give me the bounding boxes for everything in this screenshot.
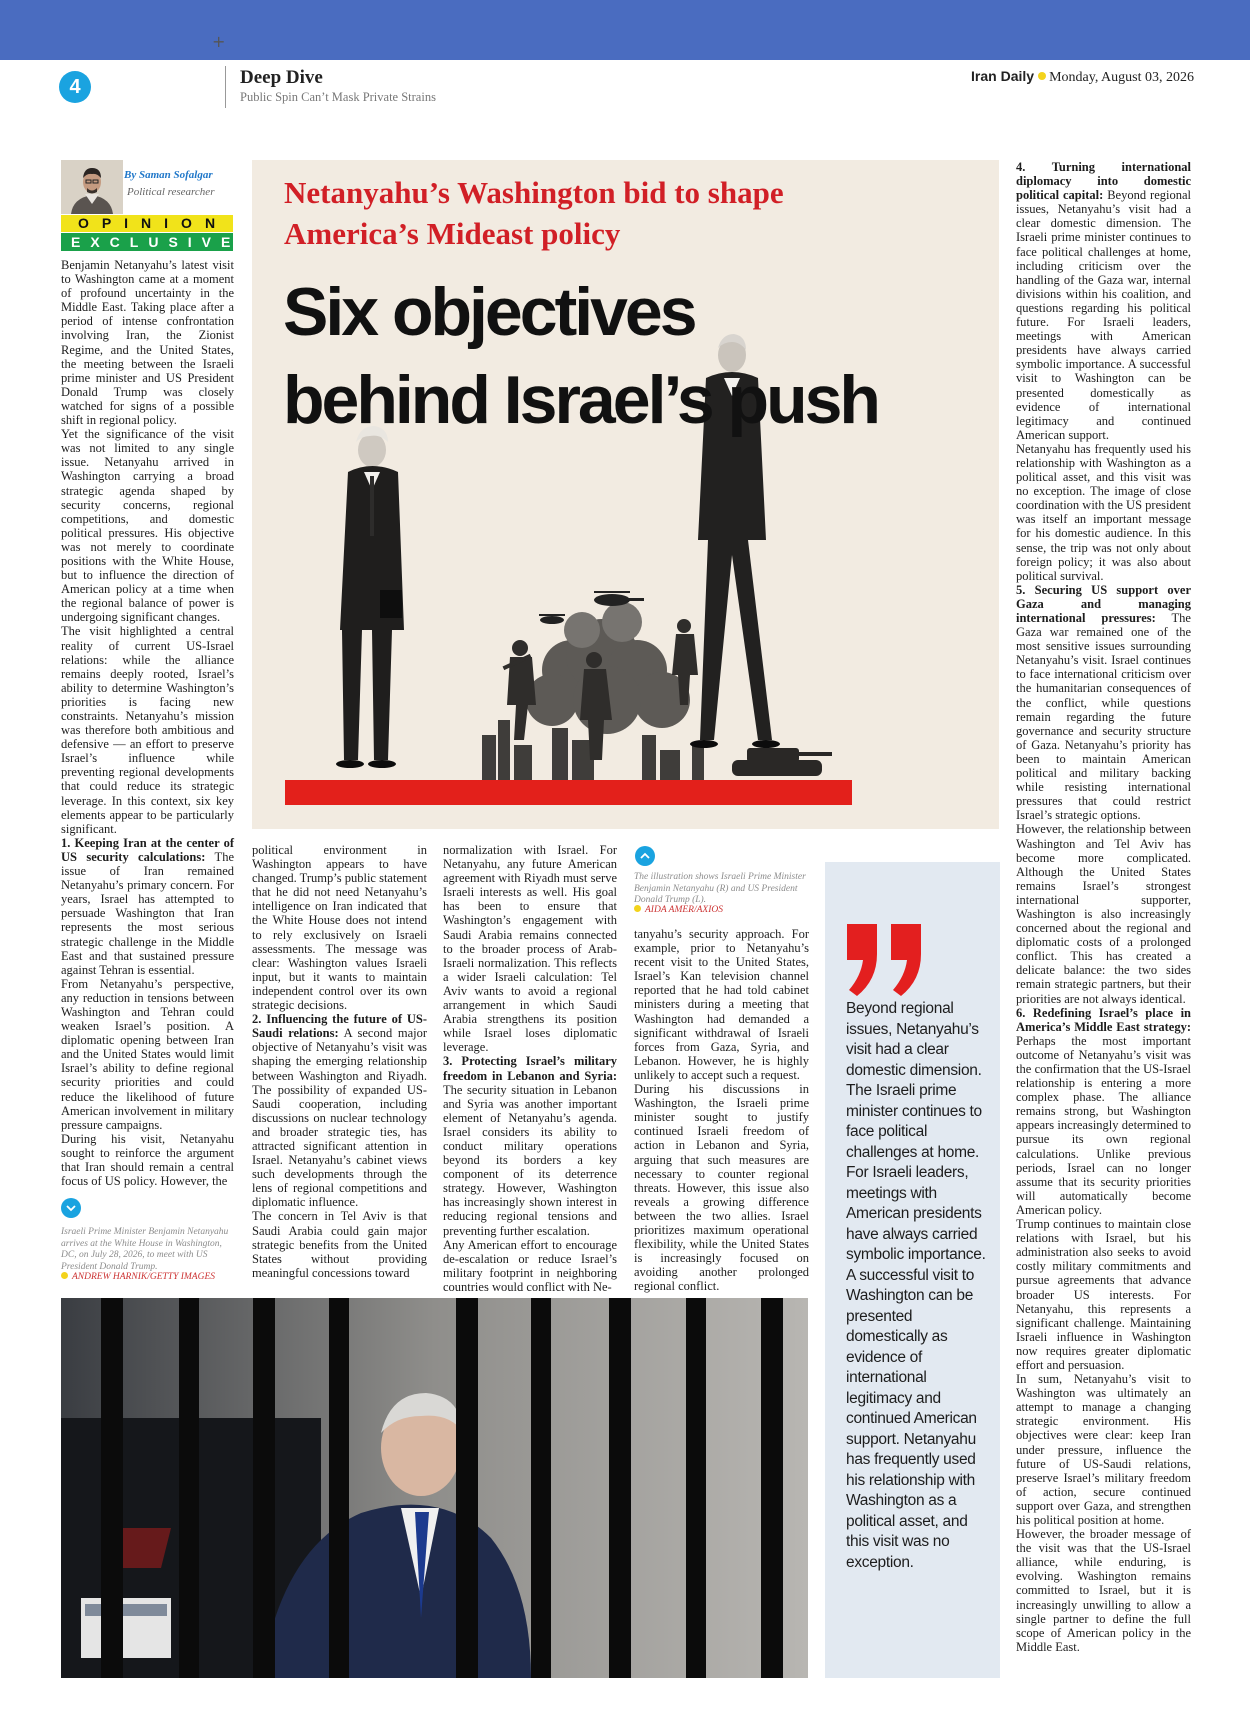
paragraph: [61, 624, 234, 835]
paragraph: [1016, 583, 1191, 823]
paragraph: [61, 427, 234, 624]
paragraph: [252, 843, 427, 1012]
headline-line-1: Six objectives: [283, 274, 695, 350]
paragraph-text: The concern in Tel Aviv is that Saudi Arabia could gain major strategic benefits from the United States without providing meaningful concessions toward: [252, 1209, 427, 1280]
credit-dot-icon: [634, 905, 641, 912]
paragraph: [1016, 442, 1191, 583]
caption-down-arrow-icon: [61, 1198, 81, 1218]
paragraph-text: The Gaza war remained one of the most sensitive issues surrounding Netanyahu’s visit. Israel continues to face international criticism over the humanitarian consequences of the conflict, while questions remain regarding the future governance and security structure of Gaza. Netanyahu’s priority has been to maintain American political and military backing while resisting international pressures that could restrict Israel’s strategic options.: [1016, 611, 1191, 823]
paragraph-text: The visit highlighted a central reality of current US-Israel relations: while the alliance remains deeply rooted, Israel’s ability to determine Washington’s priorities is facing new constraints. Netanyahu’s mission was therefore both ambitious and defensive — an effort to preserve Israel’s influence while preventing regional developments that could reduce its strategic leverage. In this context, six key elements appear to be particularly significant.: [61, 624, 234, 836]
paragraph-text: From Netanyahu’s perspective, any reduction in tensions between Washington and Tehran could weaken Israel’s position. A diplomatic opening between Iran and the United States would limit Israel’s ability to define regional security priorities and could reduce the likelihood of future American involvement in military pressure campaigns.: [61, 976, 234, 1132]
section-subtitle: Public Spin Can’t Mask Private Strains: [240, 90, 436, 104]
paragraph: [1016, 160, 1191, 442]
paragraph: [1016, 1006, 1191, 1217]
author-photo: [61, 160, 123, 214]
illustration-credit: [634, 905, 810, 916]
section-title: Deep Dive: [240, 67, 323, 88]
paragraph-text: However, the broader message of the visit was that the US-Israel alliance, while enduring, is evolving. Washington remains committed to Israel, but it is increasingly unwilling to allow a single partner to define the full scope of American policy in the Middle East.: [1016, 1527, 1191, 1654]
hero-illustration: [252, 160, 999, 829]
section-heading: 1. Keeping Iran at the center of US security calculations:: [61, 835, 234, 864]
quote-mark-icon: [841, 920, 931, 1000]
paragraph-text: tanyahu’s security approach. For example, prior to Netanyahu’s recent visit to the United States, Israel’s Kan television channel reported that he had told cabinet ministers during a meeting that Washington had demanded a significant withdrawal of Israeli forces from Gaza, Syria, and Lebanon. However, he is highly unlikely to accept such a request.: [634, 927, 809, 1082]
illustration-caption: The illustration shows Israeli Prime Minister Benjamin Netanyahu (R) and US President Donald Trump (L).: [634, 872, 806, 905]
section-heading: 3. Protecting Israel’s military freedom in Lebanon and Syria:: [443, 1054, 617, 1083]
paragraph: [252, 1209, 427, 1279]
paragraph-text: Netanyahu has frequently used his relationship with Washington as a political asset, and this visit was no exception. The image of close coordination with the US president was itself an important message for his domestic audience. In this sense, the trip was not only about foreign policy; it was also about political survival.: [1016, 441, 1191, 583]
section-heading: 4. Turning international diplomacy into domestic political capital:: [1016, 160, 1191, 203]
paragraph: [1016, 1527, 1191, 1654]
article-column-1: [61, 258, 234, 1188]
paragraph-text: In sum, Netanyahu’s visit to Washington was ultimately an attempt to manage a changing strategic environment. His objectives were clear: keep Iran under pressure, influence the future of US-Saudi relations, preserve Israel’s military freedom of action, secure continued support over Gaza, and strengthen his political position at home.: [1016, 1372, 1191, 1527]
masthead-info: [971, 68, 1194, 86]
photo-credit: [61, 1272, 236, 1283]
header-divider: [225, 66, 226, 108]
paragraph: [1016, 822, 1191, 1005]
paragraph: [1016, 1217, 1191, 1372]
paragraph: [634, 927, 809, 1082]
paragraph: [1016, 1372, 1191, 1527]
paragraph-text: Trump continues to maintain close relations with Israel, but his administration also seeks to avoid costly military commitments and pursue agreements that advance broader US interests. For Netanyahu, this represents a significant challenge. Maintaining Israeli influence in Washington now requires greater diplomatic effort and persuasion.: [1016, 1217, 1191, 1372]
paragraph-text: Yet the significance of the visit was not limited to any single issue. Netanyahu arrived in Washington carrying a broad strategic agenda shaped by security concerns, regional competitions, and domestic political pressures. His objective was not merely to coordinate positions with the White House, but to influence the direction of American policy at a time when the regional balance of power is undergoing significant changes.: [61, 427, 234, 625]
credit-dot-icon: [61, 1272, 68, 1279]
paragraph: [252, 1012, 427, 1209]
article-headline: [283, 268, 983, 444]
registration-mark: +: [212, 32, 226, 51]
paragraph-text: The issue of Iran remained Netanyahu’s primary concern. For years, Israel has attempted to persuade Washington that Iran represents the most serious strategic challenge in the Middle East and that sustained pressure against Tehran is essential.: [61, 849, 234, 977]
paragraph-text: Beyond regional issues, Netanyahu’s visit had a clear domestic dimension. The Israeli prime minister continues to face political challenges at home, including criticism over the handling of the Gaza war, internal divisions within his coalition, and questions regarding his political future. For Israeli leaders, meetings with American presidents have always carried symbolic importance. A successful visit to Washington can be presented domestically as evidence of international legitimacy and continued American support.: [1016, 188, 1192, 442]
exclusive-label: EXCLUSIVE: [61, 233, 233, 251]
paragraph: [61, 258, 234, 427]
paper-name: Iran Daily: [971, 68, 1035, 84]
section-heading: 5. Securing US support over Gaza and managing international pressures:: [1016, 582, 1191, 625]
paragraph-text: normalization with Israel. For Netanyahu, any future American agreement with Riyadh must serve Israeli interests as well. His goal has been to ensure that Washington’s engagement with Saudi Arabia remains connected to the broader process of Arab-Israeli normalization. This reflects a wider Israeli calculation: Tel Aviv wants to avoid a regional arrangement in which Saudi Arabia strengthens its position while Israel loses diplomatic leverage.: [443, 843, 617, 1055]
paragraph: [443, 1054, 617, 1237]
article-column-3: [443, 843, 617, 1294]
white-house-arrival-photo: [61, 1298, 808, 1678]
paragraph-text: During his discussions in Washington, the Israeli prime minister sought to justify continued Israeli freedom of action in Lebanon and Syria, arguing that such measures are necessary to counter regional threats. However, this issue also reveals a growing difference between the two allies. Israel prioritizes maximum operational flexibility, while the United States is increasingly focused on avoiding another prolonged regional conflict.: [634, 1082, 809, 1294]
paragraph: [61, 977, 234, 1132]
opinion-label: OPINION: [61, 215, 233, 232]
page-number-badge: 4: [59, 71, 91, 103]
article-kicker: [284, 172, 884, 254]
pull-quote-text: Beyond regional issues, Netanyahu’s visit had a clear domestic dimension. The Israeli prime minister continues to face political challenges at home. For Israeli leaders, meetings with American presidents have always carried symbolic importance. A successful visit to Washington can be presented domestically as evidence of international legitimacy and continued American support. Netanyahu has frequently used his relationship with Washington as a political asset, and this visit was no exception.: [846, 1000, 986, 1571]
illustration-credit-text: AIDA AMER/AXIOS: [645, 905, 724, 915]
paragraph: [61, 1132, 234, 1188]
article-column-2: [252, 843, 427, 1280]
paragraph-text: political environment in Washington appears to have changed. Trump’s public statement that he did not need Netanyahu’s intelligence on Iran indicated that the White House does not intend to rely exclusively on Israeli assessments. The message was clear: Washington values Israeli input, but it wants to maintain independent control over its own strategic decisions.: [252, 843, 427, 1013]
article-column-5: [1016, 160, 1191, 1654]
photo-credit-text: ANDREW HARNIK/GETTY IMAGES: [72, 1272, 216, 1282]
section-heading: 6. Redefining Israel’s place in America’s Middle East strategy:: [1016, 1005, 1191, 1034]
paragraph-text: However, the relationship between Washington and Tel Aviv has become more complicated. Although the United States remains Israel’s strongest international supporter, Washington is also increasingly concerned about the regional and diplomatic costs of a prolonged conflict. This has created a delicate balance: the two sides remain strategic partners, but their priorities are not always identical.: [1016, 822, 1191, 1006]
paragraph-text: A second major objective of Netanyahu’s visit was shaping the emerging relationship between Washington and Riyadh. The possibility of expanded US-Saudi cooperation, including discussions on nuclear technology and broader strategic ties, has attracted significant attention in Israel. Netanyahu’s cabinet views such developments through the lens of regional competitions and diplomatic influence.: [252, 1026, 427, 1210]
kicker-line-2: America’s Mideast policy: [284, 216, 621, 251]
paragraph: [634, 1082, 809, 1293]
paragraph-text: Any American effort to encourage de-escalation or reduce Israel’s military footprint in neighboring countries would conflict with Ne-: [443, 1237, 617, 1294]
author-byline: By Saman Sofalgar: [124, 169, 213, 181]
paragraph-text: Perhaps the most important outcome of Netanyahu’s visit was the confirmation that the US-Israel relationship is entering a more complex phase. The alliance remains strong, but Washington appears increasingly determined to pursue its own regional calculations. Unlike previous periods, Israel can no longer assume that its security priorities will automatically become American policy.: [1016, 1033, 1191, 1217]
paragraph: [61, 836, 234, 977]
photo-caption: Israeli Prime Minister Benjamin Netanyahu arrives at the White House in Washington, DC, on July 28, 2026, to meet with US President Donald Trump.: [61, 1227, 229, 1272]
paragraph-text: The security situation in Lebanon and Syria was another important element of Netanyahu’s agenda. Israel considers its ability to conduct military operations beyond its borders a key component of its deterrence strategy. However, Washington has increasingly shown interest in reducing regional tensions and preventing further escalation.: [443, 1082, 617, 1238]
paragraph: [443, 1238, 617, 1294]
issue-date: Monday, August 03, 2026: [1049, 70, 1194, 85]
paragraph: [443, 843, 617, 1054]
article-column-4: [634, 927, 809, 1293]
yellow-dot-icon: [1038, 72, 1046, 80]
paragraph-text: Benjamin Netanyahu’s latest visit to Washington came at a moment of profound uncertainty in the Middle East. Taking place after a period of intense confrontation involving Iran, the Zionist Regime, and the United States, the meeting between the Israeli prime minister and US President Donald Trump was closely watched for signs of a possible shift in regional policy.: [61, 258, 234, 428]
caption-up-arrow-icon: [635, 846, 655, 866]
headline-line-2: behind Israel’s push: [283, 362, 878, 438]
paragraph-text: During his visit, Netanyahu sought to reinforce the argument that Iran should remain a central focus of US policy. However, the: [61, 1131, 234, 1189]
section-heading: 2. Influencing the future of US-Saudi relations:: [252, 1012, 427, 1041]
kicker-line-1: Netanyahu’s Washington bid to shape: [284, 175, 784, 210]
author-role: Political researcher: [127, 186, 215, 198]
top-color-bar: [0, 0, 1250, 60]
